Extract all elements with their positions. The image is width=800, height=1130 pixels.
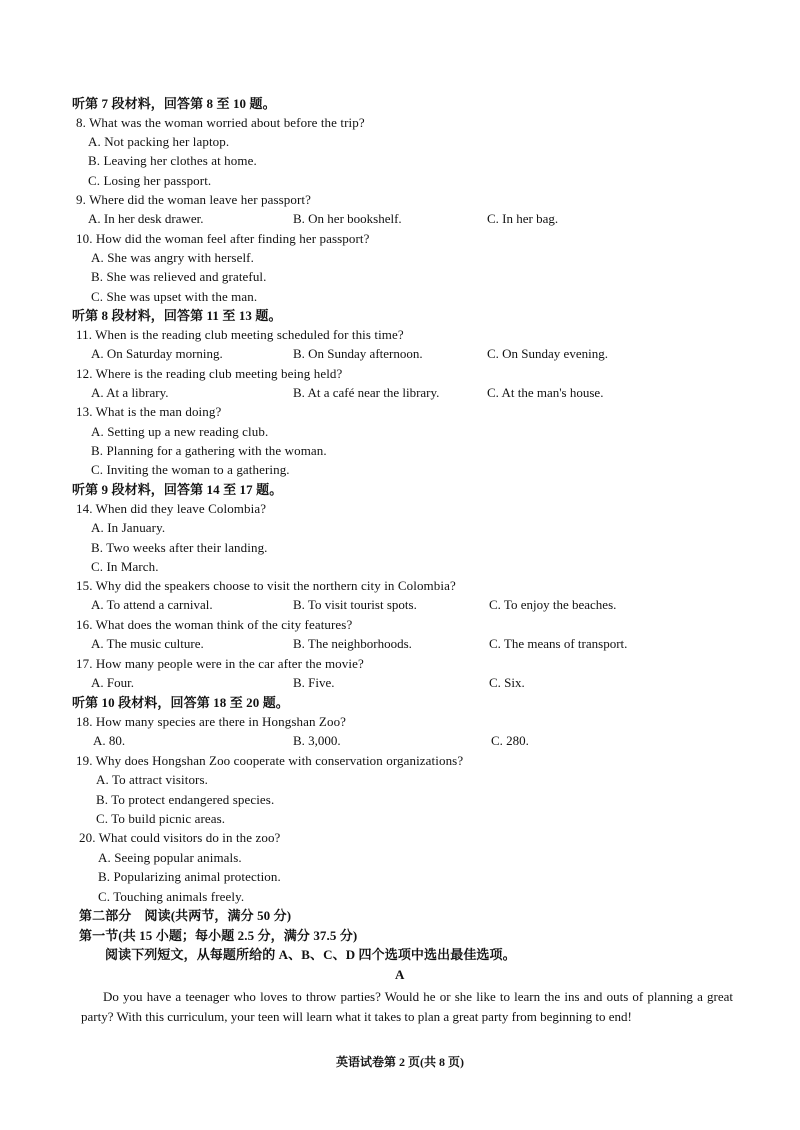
option: B. Planning for a gathering with the woman. xyxy=(91,443,327,458)
option: C. On Sunday evening. xyxy=(487,346,608,361)
question-stem: 18. How many species are there in Hongshan Zoo? xyxy=(76,714,347,729)
option: A. In her desk drawer. xyxy=(88,211,204,226)
option: B. 3,000. xyxy=(293,733,341,748)
option: B. Five. xyxy=(293,675,335,690)
section-header: 听第 7 段材料，回答第 8 至 10 题。 xyxy=(72,96,276,111)
question-stem: 12. Where is the reading club meeting being held? xyxy=(76,366,343,381)
option: B. On her bookshelf. xyxy=(293,211,402,226)
passage-text: Do you have a teenager who loves to throw parties? Would he or she like to learn the ins and outs of planning a great party? With this curriculum, your teen will learn what it takes to plan a great party from beginning to end! xyxy=(81,989,733,1024)
option: A. Four. xyxy=(91,675,134,690)
question-stem: 17. How many people were in the car after the movie? xyxy=(76,656,364,671)
option: C. Inviting the woman to a gathering. xyxy=(91,462,290,477)
option: C. At the man's house. xyxy=(487,385,604,400)
option: C. In her bag. xyxy=(487,211,559,226)
page-footer: 英语试卷第 2 页(共 8 页) xyxy=(336,1055,464,1069)
part-header: 第二部分 阅读(共两节，满分 50 分) xyxy=(79,908,292,923)
question-stem: 16. What does the woman think of the city features? xyxy=(76,617,353,632)
option: B. Leaving her clothes at home. xyxy=(88,153,257,168)
question-stem: 19. Why does Hongshan Zoo cooperate with conservation organizations? xyxy=(76,753,464,768)
question-stem: 14. When did they leave Colombia? xyxy=(76,501,267,516)
section-header: 听第 8 段材料，回答第 11 至 13 题。 xyxy=(72,308,282,323)
option: C. To enjoy the beaches. xyxy=(489,597,617,612)
option: C. Losing her passport. xyxy=(88,173,212,188)
option: B. To visit tourist spots. xyxy=(293,597,417,612)
option: A. To attract visitors. xyxy=(96,772,208,787)
option: A. Setting up a new reading club. xyxy=(91,424,269,439)
option: C. In March. xyxy=(91,559,159,574)
question-stem: 10. How did the woman feel after finding her passport? xyxy=(76,231,370,246)
option: A. Seeing popular animals. xyxy=(98,850,242,865)
option: C. Six. xyxy=(489,675,525,690)
option: B. At a café near the library. xyxy=(293,385,440,400)
question-stem: 20. What could visitors do in the zoo? xyxy=(79,830,281,845)
option: B. The neighborhoods. xyxy=(293,636,412,651)
option: C. To build picnic areas. xyxy=(96,811,226,826)
instruction: 阅读下列短文，从每题所给的 A、B、C、D 四个选项中选出最佳选项。 xyxy=(105,947,516,962)
section-header: 听第 10 段材料，回答第 18 至 20 题。 xyxy=(72,695,289,710)
option: B. On Sunday afternoon. xyxy=(293,346,423,361)
question-stem: 15. Why did the speakers choose to visit the northern city in Colombia? xyxy=(76,578,456,593)
option: A. To attend a carnival. xyxy=(91,597,213,612)
option: A. On Saturday morning. xyxy=(91,346,223,361)
passage-label: A xyxy=(395,967,405,982)
option: C. She was upset with the man. xyxy=(91,289,258,304)
option: A. The music culture. xyxy=(91,636,204,651)
option: A. She was angry with herself. xyxy=(91,250,254,265)
option: C. The means of transport. xyxy=(489,636,628,651)
option: A. Not packing her laptop. xyxy=(88,134,230,149)
question-stem: 9. Where did the woman leave her passport? xyxy=(76,192,311,207)
question-stem: 8. What was the woman worried about before the trip? xyxy=(76,115,365,130)
option: B. Popularizing animal protection. xyxy=(98,869,281,884)
question-stem: 13. What is the man doing? xyxy=(76,404,222,419)
option: A. 80. xyxy=(93,733,126,748)
option: A. In January. xyxy=(91,520,166,535)
option: A. At a library. xyxy=(91,385,169,400)
option: C. 280. xyxy=(491,733,529,748)
option: C. Touching animals freely. xyxy=(98,889,245,904)
section-header: 听第 9 段材料，回答第 14 至 17 题。 xyxy=(72,482,283,497)
question-stem: 11. When is the reading club meeting scheduled for this time? xyxy=(76,327,404,342)
option: B. Two weeks after their landing. xyxy=(91,540,268,555)
option: B. To protect endangered species. xyxy=(96,792,275,807)
option: B. She was relieved and grateful. xyxy=(91,269,267,284)
section-header: 第一节(共 15 小题；每小题 2.5 分，满分 37.5 分) xyxy=(79,928,358,943)
